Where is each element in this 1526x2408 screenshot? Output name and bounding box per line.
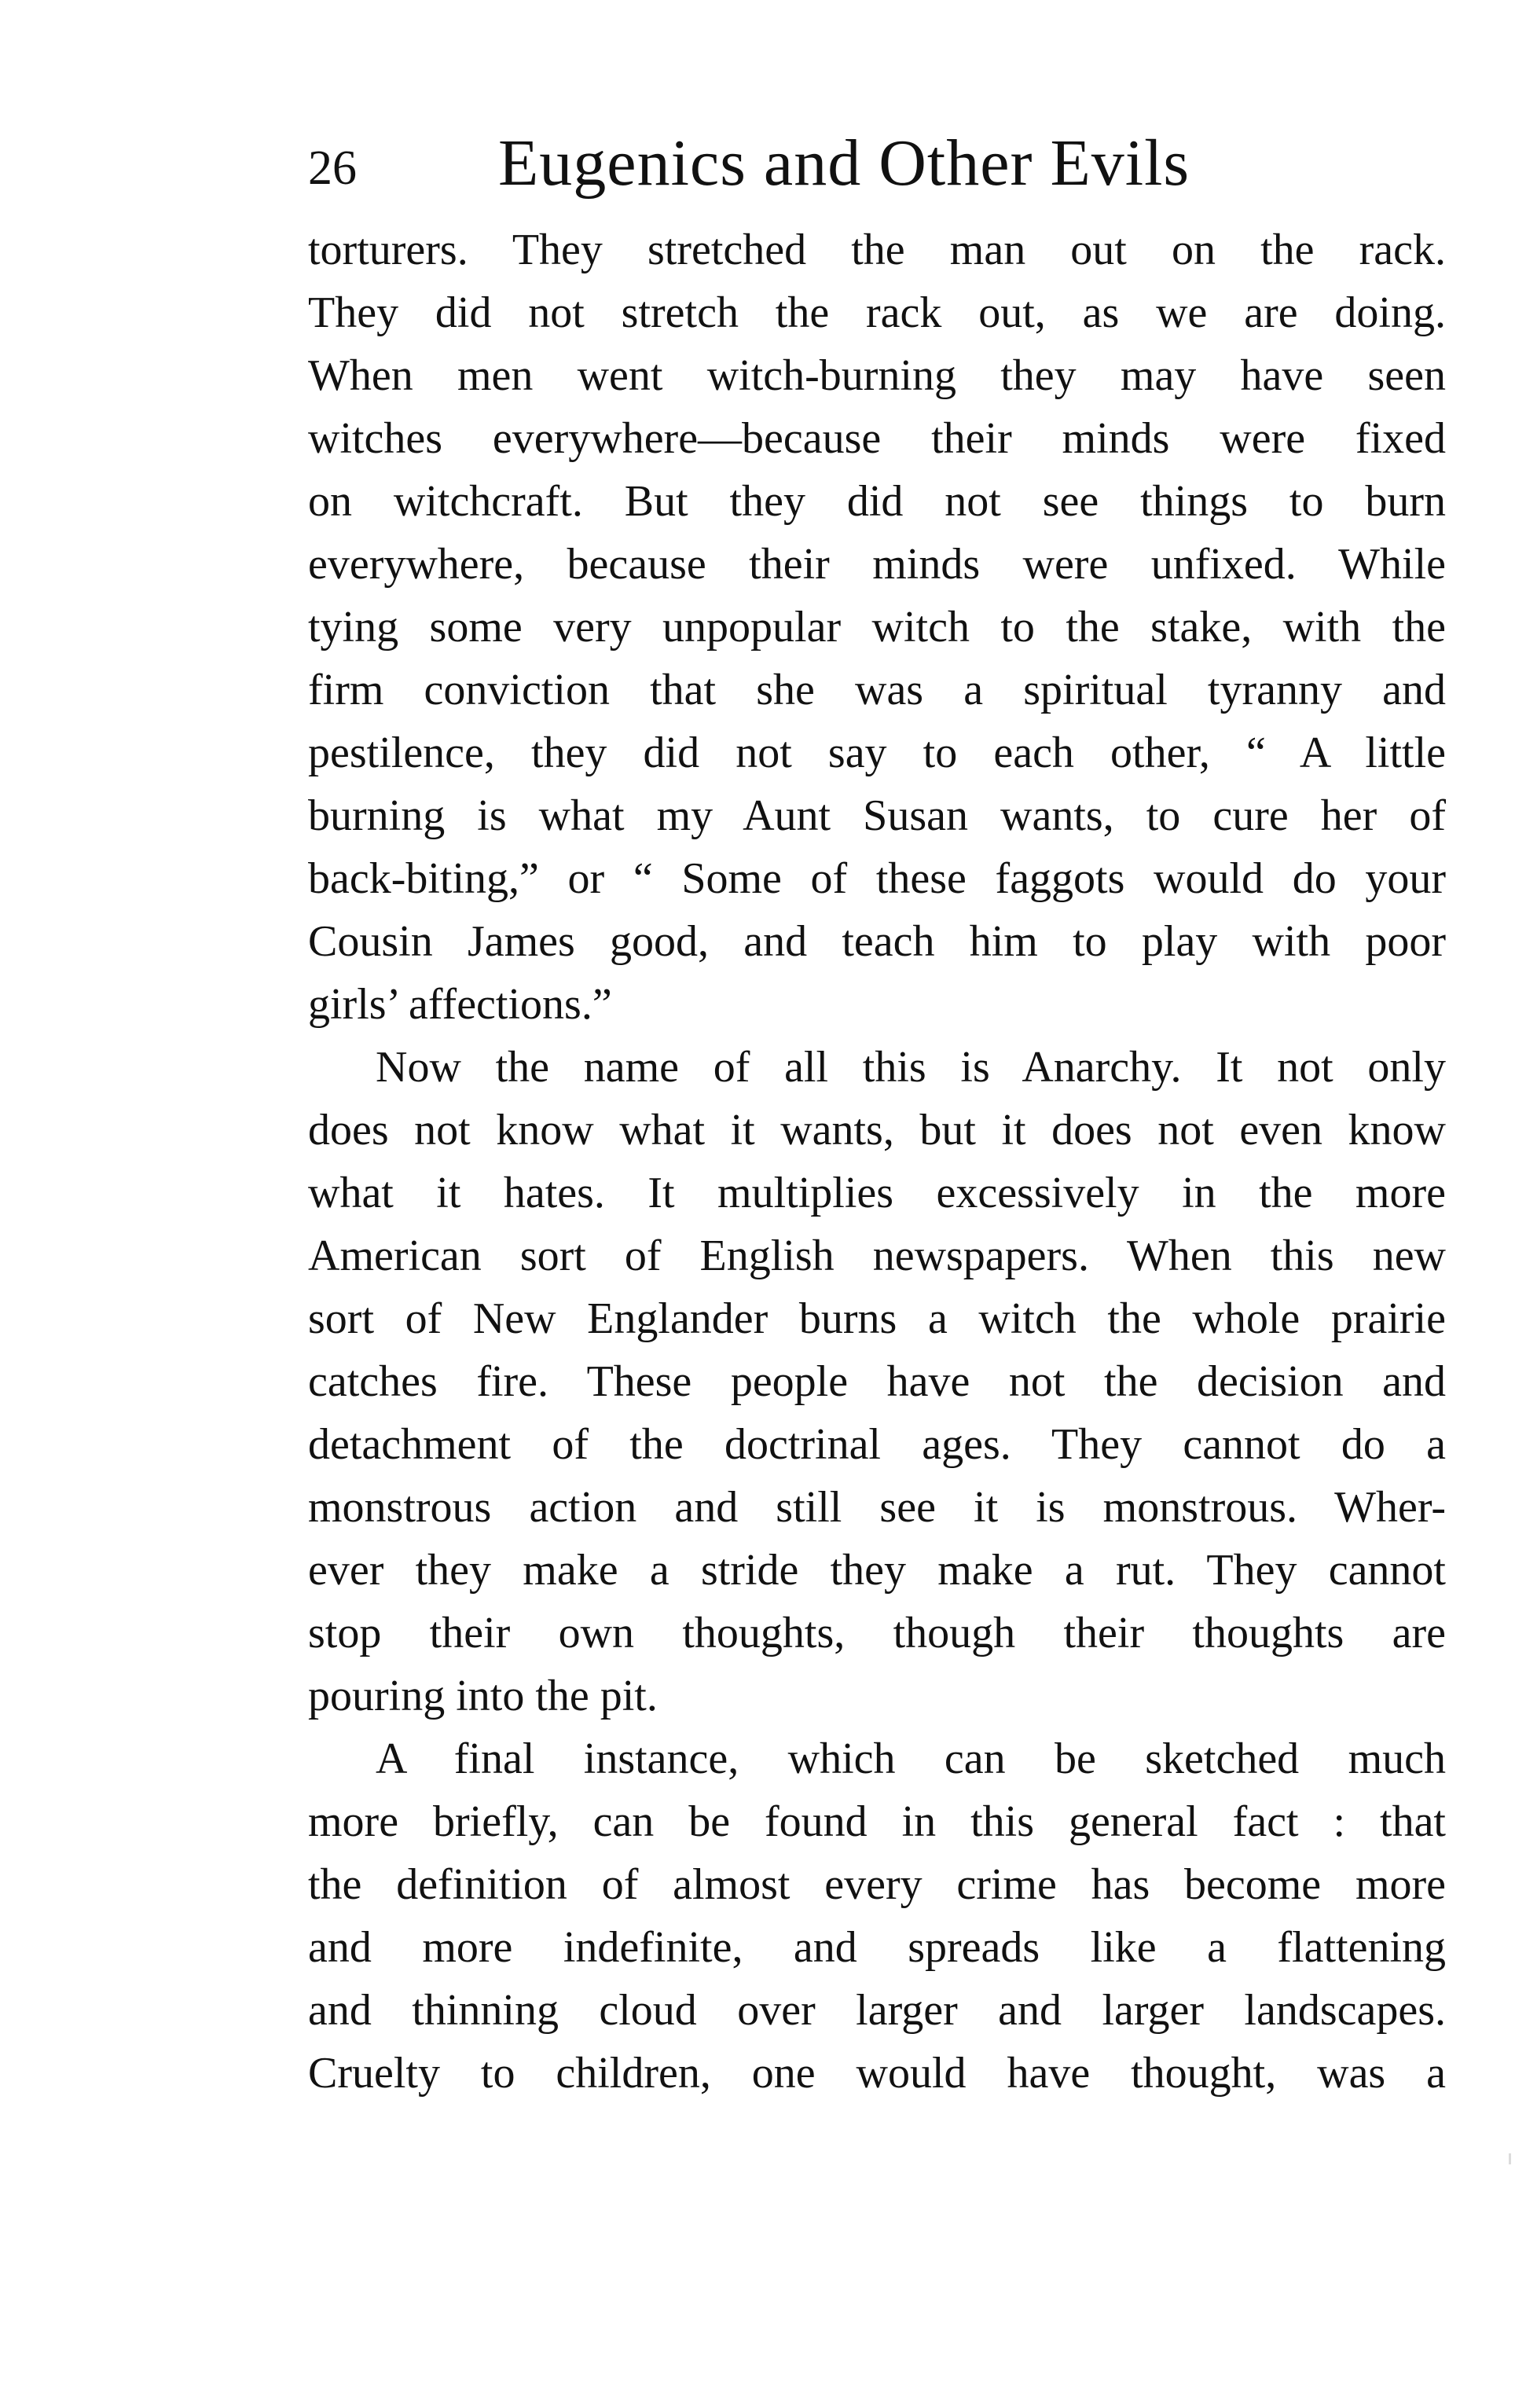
- paragraph-1: [308, 218, 1446, 1036]
- paragraph-2: [308, 1036, 1446, 1727]
- text-line: American sort of English newspapers. When this new: [308, 1232, 1446, 1280]
- text-line: pestilence, they did not say to each other, “ A little: [308, 729, 1446, 777]
- text-line: and thinning cloud over larger and larger landscapes.: [308, 1986, 1446, 2035]
- text-line: ever they make a stride they make a rut. They cannot: [308, 1546, 1446, 1595]
- text-line: girls’ affections.”: [308, 980, 612, 1029]
- text-line: Now the name of all this is Anarchy. It not only: [376, 1043, 1446, 1092]
- text-line: monstrous action and still see it is monstrous. Wher-: [308, 1483, 1446, 1532]
- text-line: sort of New Englander burns a witch the whole prairie: [308, 1294, 1446, 1343]
- scan-speck: [1509, 2153, 1511, 2164]
- body-text: [308, 218, 1446, 2105]
- text-line: torturers. They stretched the man out on the rack.: [308, 226, 1446, 274]
- text-line: Cruelty to children, one would have thought, was a: [308, 2049, 1446, 2098]
- text-line: firm conviction that she was a spiritual tyranny and: [308, 666, 1446, 714]
- text-line: A final instance, which can be sketched much: [376, 1734, 1446, 1783]
- text-line: everywhere, because their minds were unfixed. While: [308, 540, 1446, 589]
- text-line: does not know what it wants, but it does not even know: [308, 1106, 1446, 1154]
- text-line: tying some very unpopular witch to the stake, with the: [308, 603, 1446, 652]
- text-line: They did not stretch the rack out, as we are doing.: [308, 288, 1446, 337]
- text-line: and more indefinite, and spreads like a flattening: [308, 1923, 1446, 1972]
- text-line: detachment of the doctrinal ages. They cannot do a: [308, 1420, 1446, 1469]
- page-number: 26: [308, 141, 357, 195]
- text-line: on witchcraft. But they did not see things to burn: [308, 477, 1446, 526]
- paragraph-3: [308, 1727, 1446, 2105]
- text-line: what it hates. It multiplies excessively in the more: [308, 1169, 1446, 1217]
- text-line: pouring into the pit.: [308, 1672, 658, 1720]
- text-line: burning is what my Aunt Susan wants, to cure her of: [308, 791, 1446, 840]
- text-line: Cousin James good, and teach him to play with poor: [308, 917, 1446, 966]
- text-line: witches everywhere—because their minds were fixed: [308, 414, 1446, 463]
- text-line: stop their own thoughts, though their thoughts are: [308, 1609, 1446, 1657]
- text-line: back-biting,” or “ Some of these faggots would do your: [308, 854, 1446, 903]
- text-line: more briefly, can be found in this general fact : that: [308, 1797, 1446, 1846]
- running-head: [308, 118, 1446, 212]
- text-line: When men went witch-burning they may have seen: [308, 351, 1446, 400]
- running-title: Eugenics and Other Evils: [498, 127, 1190, 200]
- text-line: the definition of almost every crime has become more: [308, 1860, 1446, 1909]
- text-line: catches fire. These people have not the decision and: [308, 1357, 1446, 1406]
